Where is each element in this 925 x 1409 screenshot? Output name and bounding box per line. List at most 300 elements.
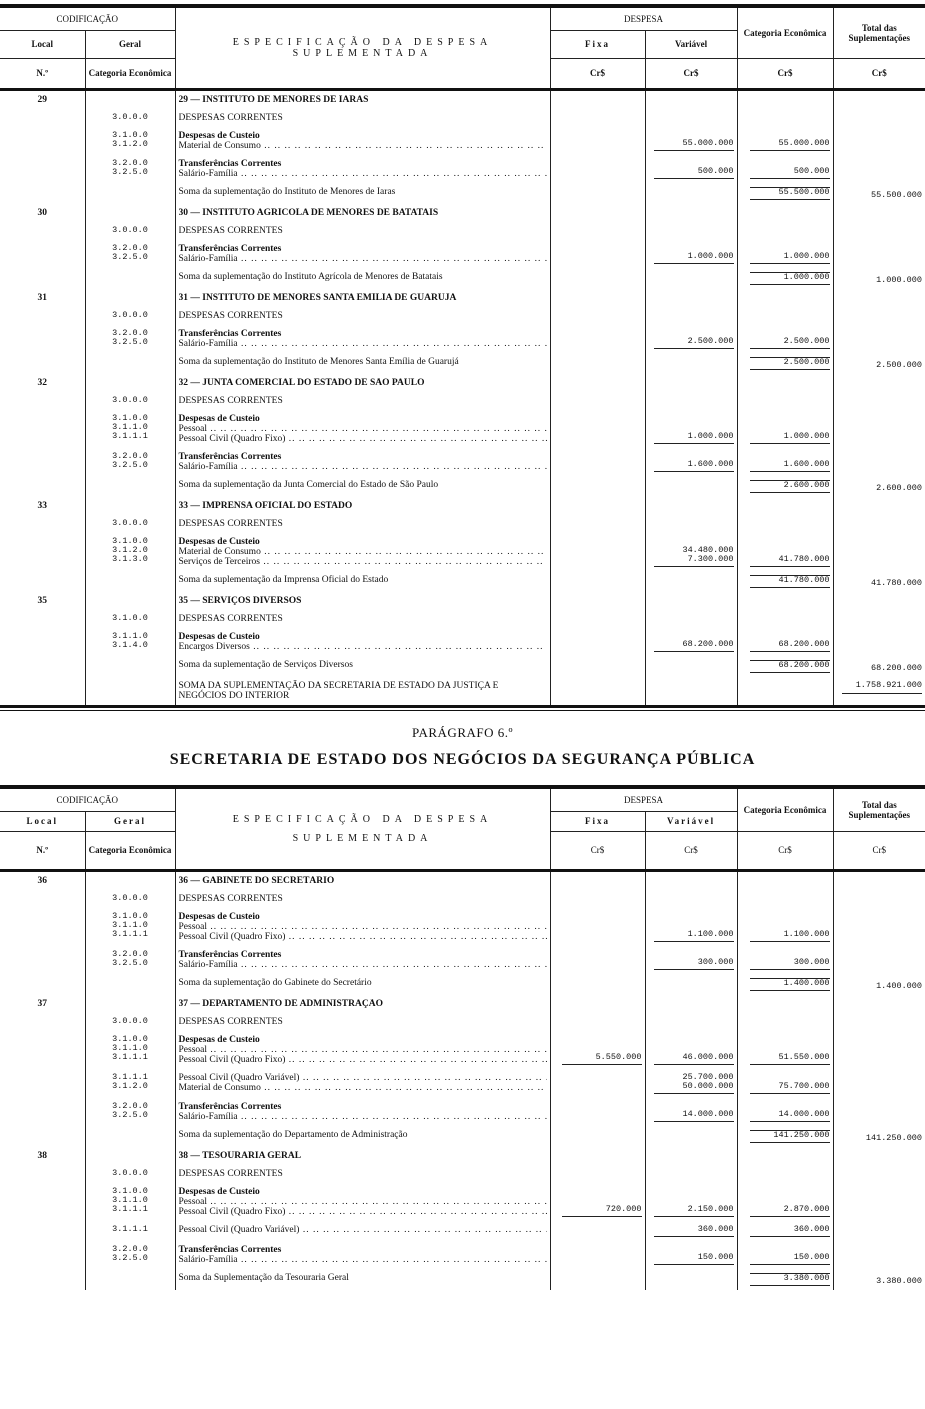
variavel-value [645, 448, 737, 476]
description-text: DESPESAS CORRENTES [178, 1017, 283, 1027]
variavel-value [645, 1269, 737, 1290]
variavel-value [645, 497, 737, 515]
categoria-value [737, 592, 833, 610]
local-number [0, 1183, 85, 1221]
variavel-amount: 55.000.000 [654, 139, 734, 151]
fixa-value [550, 1241, 645, 1269]
total-value [833, 592, 925, 610]
variavel-value [645, 1147, 737, 1165]
economic-category-codes [85, 183, 175, 204]
numero-header: N.º [36, 68, 49, 79]
subtotal-row [0, 974, 925, 995]
variavel-amount: 68.200.000 [654, 640, 734, 652]
variavel-value [645, 515, 737, 533]
economic-category-codes [85, 476, 175, 497]
item-group-title: Despesas de Custeio [178, 912, 260, 922]
fixa-value [550, 353, 645, 374]
especificacao-header [175, 8, 550, 88]
numero-header: N.º [36, 845, 49, 856]
subtotal-description: Soma da suplementação da Junta Comercial do Estado de São Paulo [178, 480, 439, 490]
description-text: DESPESAS CORRENTES [178, 226, 283, 236]
local-number [0, 448, 85, 476]
categoria-value [737, 155, 833, 183]
table-row [0, 515, 925, 533]
description-cell [175, 1069, 550, 1098]
economic-category-codes: 3.2.0.0 3.2.5.0 [85, 946, 175, 974]
variavel-value [645, 1221, 737, 1241]
fixa-value [550, 127, 645, 155]
item-description: Pessoal .. .. [179, 1197, 547, 1207]
fixa-value [550, 571, 645, 592]
variavel-value [645, 656, 737, 677]
variavel-value [645, 592, 737, 610]
section-heading-row [0, 374, 925, 392]
paragraph-number: PARÁGRAFO 6.º [411, 725, 514, 740]
fixa-header: Fixa [550, 30, 645, 58]
total-value [833, 1221, 925, 1241]
categoria-value [737, 1183, 833, 1221]
variavel-value [645, 610, 737, 628]
total-value [833, 571, 925, 592]
variavel-value [645, 325, 737, 353]
item-description: Salário-Família .. .. [179, 339, 547, 349]
description-cell [175, 204, 550, 222]
categoria-value [737, 476, 833, 497]
table-row [0, 628, 925, 656]
description-cell [175, 515, 550, 533]
description-cell [175, 1013, 550, 1031]
variavel-value [645, 1098, 737, 1126]
fixa-value [550, 1147, 645, 1165]
total-value [833, 1269, 925, 1290]
categoria-amount: 2.600.000 [750, 480, 830, 493]
variavel-value [645, 109, 737, 127]
table-row [0, 392, 925, 410]
table-row [0, 307, 925, 325]
categoria-amount: 41.780.000 [750, 555, 830, 567]
description-cell [175, 448, 550, 476]
total-value [833, 448, 925, 476]
variavel-amount: 2.150.000 [654, 1205, 734, 1217]
total-value [833, 533, 925, 571]
item-description: Material de Consumo .. .. [179, 1083, 547, 1093]
variavel-value [645, 1031, 737, 1069]
economic-category-codes [85, 571, 175, 592]
variavel-value [645, 289, 737, 307]
economic-category-codes [85, 497, 175, 515]
variavel-value [645, 628, 737, 656]
subtotal-row [0, 353, 925, 374]
fixa-value [550, 240, 645, 268]
categoria-value [737, 392, 833, 410]
fixa-value [550, 91, 645, 109]
description-cell [175, 268, 550, 289]
categoria-value [737, 1098, 833, 1126]
variavel-value [645, 908, 737, 946]
description-cell [175, 155, 550, 183]
variavel-value [645, 1126, 737, 1147]
item-description: Serviços de Terceiros .. .. [179, 557, 547, 567]
economic-category-codes: 3.2.0.0 3.2.5.0 [85, 1241, 175, 1269]
grand-total-row [0, 677, 925, 705]
description-cell [175, 109, 550, 127]
categoria-amount: 2.870.000 [750, 1205, 830, 1217]
total-value [833, 515, 925, 533]
description-text: DESPESAS CORRENTES [178, 311, 283, 321]
categoria-value [737, 127, 833, 155]
table-row [0, 890, 925, 908]
description-cell [175, 240, 550, 268]
section-title: SECRETARIA DE ESTADO DOS NEGÓCIOS DA SEGURANÇA PÚBLICA [169, 751, 756, 768]
total-value [833, 1098, 925, 1126]
categoria-value [737, 222, 833, 240]
economic-category-codes: 3.0.0.0 [85, 515, 175, 533]
description-cell [175, 222, 550, 240]
total-value [833, 222, 925, 240]
economic-category-codes: 3.1.0.0 3.1.2.0 [85, 127, 175, 155]
categoria-value [737, 497, 833, 515]
description-cell [175, 1098, 550, 1126]
economic-category-codes: 3.1.0.0 3.1.2.0 3.1.3.0 [85, 533, 175, 571]
categoria-amount: 41.780.000 [750, 575, 830, 588]
categoria-amount: 1.100.000 [750, 930, 830, 942]
economic-category-codes [85, 353, 175, 374]
categoria-amount: 68.200.000 [750, 660, 830, 673]
item-description: Pessoal Civil (Quadro Fixo) .. .. [179, 434, 547, 444]
fixa-value [550, 268, 645, 289]
categoria-amount: 55.000.000 [750, 139, 830, 151]
description-cell [175, 571, 550, 592]
item-description: Salário-Família .. .. [179, 462, 547, 472]
total-value [833, 307, 925, 325]
subtotal-row [0, 268, 925, 289]
fixa-value [550, 204, 645, 222]
local-number [0, 1269, 85, 1290]
total-value [833, 268, 925, 289]
item-group-title: Transferências Correntes [178, 452, 282, 462]
item-description: Pessoal .. .. [179, 424, 547, 434]
total-value [833, 325, 925, 353]
local-number [0, 571, 85, 592]
table-1-header [0, 8, 925, 88]
variavel-value [645, 240, 737, 268]
table-row [0, 1221, 925, 1241]
categoria-value [737, 908, 833, 946]
fixa-value [550, 1069, 645, 1098]
item-description: Pessoal Civil (Quadro Fixo) .. .. [179, 1207, 547, 1217]
currency-total: Cr$ [833, 58, 925, 88]
variavel-value [645, 1241, 737, 1269]
currency-fixa: Cr$ [550, 831, 645, 869]
categoria-value [737, 1013, 833, 1031]
subtotal-description: Soma da suplementação do Instituto Agrícola de Menores de Batatais [178, 272, 443, 282]
economic-category-codes: 3.1.1.0 3.1.4.0 [85, 628, 175, 656]
local-number [0, 268, 85, 289]
table-row [0, 908, 925, 946]
item-description: Pessoal Civil (Quadro Variável) .. .. [179, 1073, 547, 1083]
total-amount: 3.380.000 [876, 1276, 922, 1286]
item-group-title: Despesas de Custeio [178, 1187, 260, 1197]
categoria-value [737, 1126, 833, 1147]
fixa-value [550, 908, 645, 946]
fixa-value [550, 890, 645, 908]
local-number [0, 222, 85, 240]
categoria-value [737, 268, 833, 289]
categoria-amount: 55.500.000 [750, 187, 830, 200]
table-1-body [0, 91, 925, 705]
fixa-value [550, 610, 645, 628]
economic-category-codes: 3.1.0.0 3.1.1.0 3.1.1.1 [85, 1183, 175, 1221]
description-cell [175, 307, 550, 325]
fixa-header: Fixa [550, 811, 645, 831]
description-text: DESPESAS CORRENTES [178, 113, 283, 123]
local-number [0, 392, 85, 410]
local-number [0, 127, 85, 155]
categoria-value [737, 677, 833, 705]
categoria-value [737, 610, 833, 628]
variavel-value [645, 307, 737, 325]
categoria-value [737, 204, 833, 222]
table-2-section [0, 785, 925, 1290]
item-group-title: Transferências Correntes [178, 244, 282, 254]
description-cell [175, 1126, 550, 1147]
total-value [833, 1241, 925, 1269]
total-value [833, 204, 925, 222]
fixa-value [550, 974, 645, 995]
categoria-value [737, 1241, 833, 1269]
categoria-amount: 141.250.000 [750, 1130, 830, 1143]
description-text: DESPESAS CORRENTES [178, 519, 283, 529]
categoria-value [737, 325, 833, 353]
item-description: Material de Consumo .. .. [179, 547, 547, 557]
currency-fixa: Cr$ [550, 58, 645, 88]
economic-category-codes: 3.0.0.0 [85, 1013, 175, 1031]
economic-category-codes [85, 872, 175, 890]
variavel-amount: 360.000 [654, 1225, 734, 1237]
variavel-value [645, 1013, 737, 1031]
total-value [833, 127, 925, 155]
categoria-amount: 150.000 [750, 1253, 830, 1265]
total-value [833, 1183, 925, 1221]
table-2-body [0, 872, 925, 1290]
item-group-title: Transferências Correntes [178, 1245, 282, 1255]
fixa-value [550, 1013, 645, 1031]
local-number [0, 1069, 85, 1098]
description-cell [175, 872, 550, 890]
categoria-amount: 1.000.000 [750, 272, 830, 285]
section-heading-row [0, 592, 925, 610]
total-amount: 41.780.000 [870, 578, 922, 588]
description-cell [175, 533, 550, 571]
item-group-title: Despesas de Custeio [178, 632, 260, 642]
fixa-value [550, 592, 645, 610]
local-number: 37 [37, 999, 47, 1009]
categoria-header: Categoria Econômica [737, 789, 833, 831]
categoria-amount: 1.000.000 [750, 432, 830, 444]
local-number [0, 515, 85, 533]
fixa-value [550, 872, 645, 890]
description-text: DESPESAS CORRENTES [178, 396, 283, 406]
categoria-amount: 2.500.000 [750, 357, 830, 370]
economic-category-codes [85, 374, 175, 392]
local-number [0, 610, 85, 628]
fixa-value [550, 1221, 645, 1241]
total-value [833, 109, 925, 127]
fixa-value [550, 1183, 645, 1221]
description-text: 38 — TESOURARIA GERAL [178, 1151, 302, 1161]
section-heading-row [0, 995, 925, 1013]
local-number: 32 [37, 378, 47, 388]
description-cell [175, 392, 550, 410]
fixa-value [550, 155, 645, 183]
categoria-amount: 1.400.000 [750, 978, 830, 991]
description-cell [175, 353, 550, 374]
total-value [833, 872, 925, 890]
categoria-amount: 1.000.000 [750, 252, 830, 264]
local-number [0, 656, 85, 677]
table-1 [0, 91, 925, 705]
section-heading-row [0, 1147, 925, 1165]
total-amount: 2.600.000 [876, 483, 922, 493]
categoria-value [737, 240, 833, 268]
variavel-value [645, 91, 737, 109]
total-value [833, 1069, 925, 1098]
table-row [0, 222, 925, 240]
fixa-value [550, 1031, 645, 1069]
variavel-value [645, 677, 737, 705]
variavel-value [645, 476, 737, 497]
fixa-value [550, 476, 645, 497]
description-cell [175, 325, 550, 353]
economic-category-codes: 3.0.0.0 [85, 109, 175, 127]
local-number [0, 325, 85, 353]
table-row [0, 109, 925, 127]
total-value [833, 183, 925, 204]
total-header: Total das Suplementações [833, 789, 925, 831]
fixa-value [550, 183, 645, 204]
local-number: 35 [37, 596, 47, 606]
local-number [0, 890, 85, 908]
economic-category-codes: 3.2.0.0 3.2.5.0 [85, 325, 175, 353]
currency-categoria: Cr$ [737, 831, 833, 869]
categoria-amount: 3.380.000 [750, 1273, 830, 1286]
economic-category-codes: 3.2.0.0 3.2.5.0 [85, 240, 175, 268]
table-1-section [0, 4, 925, 711]
variavel-value [645, 974, 737, 995]
categoria-value [737, 410, 833, 448]
local-number [0, 307, 85, 325]
fixa-value [550, 1098, 645, 1126]
variavel-value [645, 533, 737, 571]
total-value [833, 1126, 925, 1147]
local-number [0, 155, 85, 183]
description-cell [175, 1165, 550, 1183]
item-group-title: Transferências Correntes [178, 329, 282, 339]
total-value [833, 890, 925, 908]
local-number [0, 1241, 85, 1269]
economic-category-codes [85, 592, 175, 610]
bottom-thin-rule [0, 710, 925, 711]
local-number [0, 1165, 85, 1183]
fixa-value [550, 995, 645, 1013]
description-cell [175, 1183, 550, 1221]
total-amount: 1.000.000 [876, 275, 922, 285]
description-text: 35 — SERVIÇOS DIVERSOS [178, 596, 302, 606]
local-header: Local [0, 811, 85, 831]
economic-category-codes [85, 974, 175, 995]
table-2-header [0, 789, 925, 869]
categoria-value [737, 1147, 833, 1165]
economic-category-codes [85, 289, 175, 307]
table-row [0, 1165, 925, 1183]
variavel-amount: 2.500.000 [654, 337, 734, 349]
economic-category-codes: 3.1.0.0 3.1.1.0 3.1.1.1 [85, 1031, 175, 1069]
local-number [0, 628, 85, 656]
economic-category-codes [85, 1269, 175, 1290]
table-row [0, 533, 925, 571]
currency-variavel: Cr$ [645, 58, 737, 88]
fixa-value [550, 325, 645, 353]
total-amount: 1.400.000 [876, 981, 922, 991]
variavel-amount: 25.700.000 50.000.000 [654, 1073, 734, 1094]
economic-category-codes [85, 656, 175, 677]
fixa-value [550, 656, 645, 677]
categoria-value [737, 628, 833, 656]
fixa-amount: 720.000 [562, 1205, 642, 1217]
section-heading-row [0, 204, 925, 222]
local-number [0, 410, 85, 448]
total-value [833, 974, 925, 995]
total-value [833, 946, 925, 974]
variavel-amount: 1.000.000 [654, 432, 734, 444]
item-group-title: Despesas de Custeio [178, 1035, 260, 1045]
item-group-title: Transferências Correntes [178, 1102, 282, 1112]
fixa-value [550, 222, 645, 240]
table-row [0, 1069, 925, 1098]
economic-category-codes [85, 1126, 175, 1147]
economic-category-codes [85, 995, 175, 1013]
subtotal-row [0, 1126, 925, 1147]
despesa-header: DESPESA [550, 789, 737, 811]
description-text: 30 — INSTITUTO AGRÍCOLA DE MENORES DE BATATAIS [178, 208, 439, 218]
description-text: 33 — IMPRENSA OFICIAL DO ESTADO [178, 501, 353, 511]
variavel-amount: 300.000 [654, 958, 734, 970]
categoria-amount: 51.550.000 [750, 1053, 830, 1065]
total-value [833, 410, 925, 448]
economic-category-codes: 3.1.0.0 [85, 610, 175, 628]
local-number [0, 908, 85, 946]
description-cell [175, 946, 550, 974]
economic-category-codes: 3.2.0.0 3.2.5.0 [85, 1098, 175, 1126]
description-text: 31 — INSTITUTO DE MENORES SANTA EMÍLIA DE GUARUJÁ [178, 293, 457, 303]
variavel-value [645, 872, 737, 890]
item-group-title: Despesas de Custeio [178, 131, 260, 141]
table-row [0, 325, 925, 353]
categoria-value [737, 571, 833, 592]
total-value [833, 1165, 925, 1183]
table-row [0, 1031, 925, 1069]
categoria-value [737, 448, 833, 476]
despesa-header: DESPESA [550, 8, 737, 30]
total-value [833, 240, 925, 268]
categoria-amount: 1.600.000 [750, 460, 830, 472]
subtotal-description: Soma da suplementação do Departamento de Administração [178, 1130, 408, 1140]
codificacao-header: CODIFICAÇÃO [0, 8, 175, 30]
fixa-value [550, 1126, 645, 1147]
categoria-value [737, 656, 833, 677]
categoria-amount: 75.700.000 [750, 1082, 830, 1094]
categoria-economica-header: Categoria Econômica [85, 831, 175, 869]
